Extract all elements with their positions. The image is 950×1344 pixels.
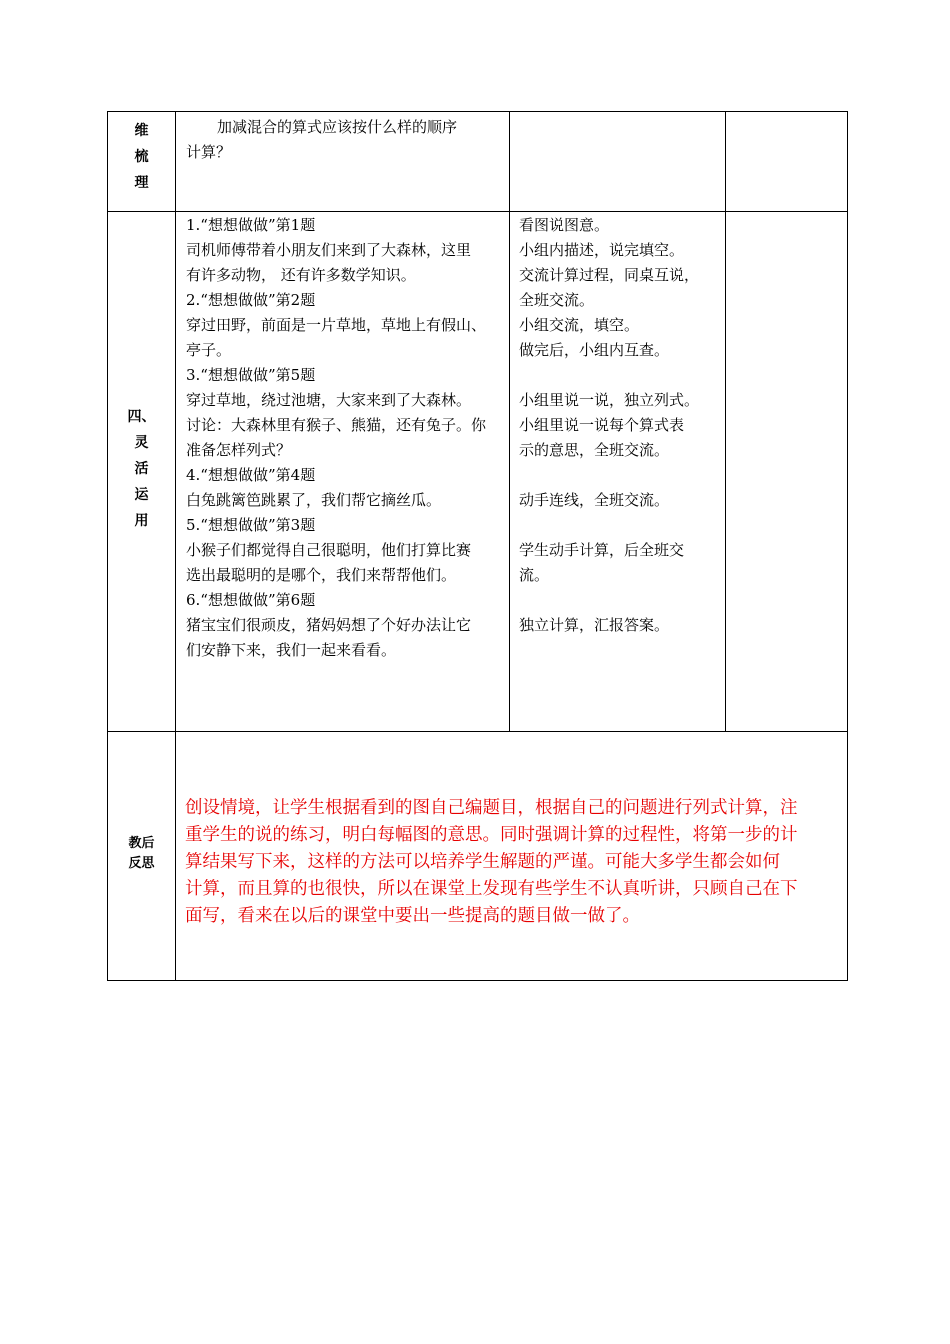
border-row2-top (107, 211, 848, 212)
border-col4 (725, 111, 726, 732)
border-col3 (509, 111, 510, 732)
border-bottom (107, 980, 848, 981)
row2-content: 1.“想想做做”第1题 司机师傅带着小朋友们来到了大森林，这里 有许多动物， 还有许多数学知识。 2.“想想做做”第2题 穿过田野，前面是一片草地，草地上有假山、 亭子。 3.“想想做做”第5题 穿过草地，绕过池塘，大家来到了大森林。 讨论：大森林里有猴子、熊猫，还有兔子。你 准备怎样列式？ 4.“想想做做”第4题 白兔跳篱笆跳累了，我们帮它摘丝瓜。 5.“想想做做”第3题 小猴子们都觉得自己很聪明，他们打算比赛 选出最聪明的是哪个，我们来帮帮他们。 6.“想想做做”第6题 猪宝宝们很顽皮，猪妈妈想了个好办法让它 们安静下来，我们一起来看看。 (186, 216, 487, 659)
border-right (847, 111, 848, 981)
row2-label: 四、 灵 活 运 用 (127, 409, 156, 529)
row1-content: 加减混合的算式应该按什么样的顺序 计算？ (186, 118, 458, 161)
row3-label: 教后 反思 (128, 836, 155, 871)
row1-label: 维 梳 理 (134, 123, 149, 191)
row3-reflection: 创设情境，让学生根据看到的图自己编题目，根据自己的问题进行列式计算，注 重学生的说的练习，明白每幅图的意思。同时强调计算的过程性，将第一步的计 算结果写下来，这样的方法可以培养学生解题的严谨。可能大多学生都会如何 计算，而且算的也很快，所以在课堂上发现有些学生不认真听讲，只顾自己在下 面写，看来在以后的课堂中要出一些提高的题目做一做了。 (185, 798, 798, 926)
border-top (107, 111, 848, 112)
border-row3-top (107, 731, 848, 732)
border-label-col (175, 111, 176, 981)
row2-activity: 看图说图意。 小组内描述，说完填空。 交流计算过程，同桌互说， 全班交流。 小组交流，填空。 做完后，小组内互查。 小组里说一说，独立列式。 小组里说一说每个算式表 示的意思，全班交流。 动手连线，全班交流。 学生动手计算，后全班交 流。 独立计算，汇报答案。 (519, 216, 700, 634)
